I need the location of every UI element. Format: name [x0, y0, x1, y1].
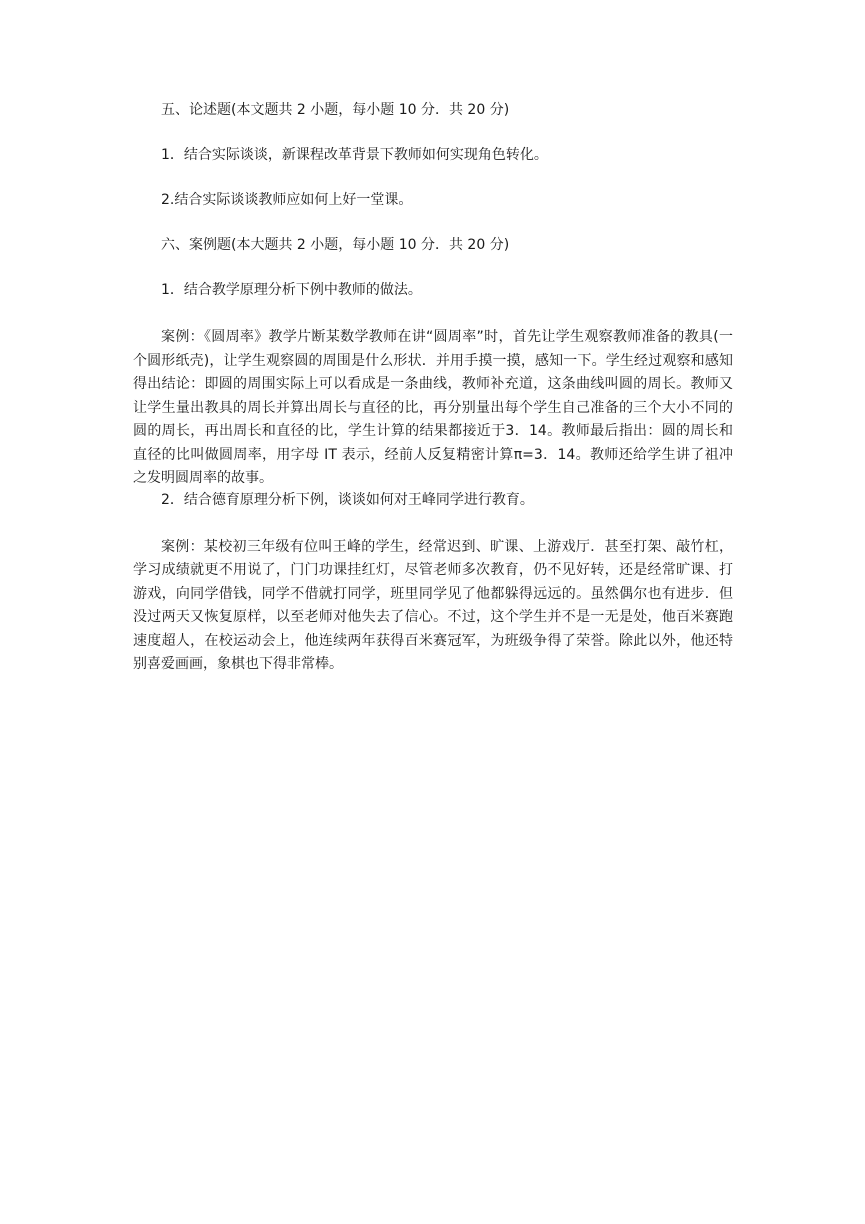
document-page	[133, 101, 733, 677]
case-study-1: 案例：《圆周率》教学片断某数学教师在讲“圆周率”时，首先让学生观察教师准备的教具(一个圆形纸壳)，让学生观察圆的周围是什么形状．并用手摸一摸，感知一下。学生经过观察和感知得出结论：即圆的周围实际上可以看成是一条曲线，教师补充道，这条曲线叫圆的周长。教师又让学生量出教具的周长并算出周长与直径的比，再分别量出每个学生自己准备的三个大小不同的圆的周长，再出周长和直径的比，学生计算的结果都接近于3．14。教师最后指出：圆的周长和直径的比叫做圆周率，用字母 IT 表示，经前人反复精密计算π=3．14。教师还给学生讲了祖冲之发明圆周率的故事。	[133, 329, 733, 486]
question-5-2: 2.结合实际谈谈教师应如何上好一堂课。	[161, 192, 413, 208]
question-6-1: 1．结合教学原理分析下例中教师的做法。	[161, 282, 422, 298]
section5-heading: 五、论述题(本文题共 2 小题，每小题 10 分．共 20 分)	[161, 102, 510, 118]
section6-heading: 六、案例题(本大题共 2 小题，每小题 10 分．共 20 分)	[161, 237, 510, 253]
case-study-2: 案例：某校初三年级有位叫王峰的学生，经常迟到、旷课、上游戏厅．甚至打架、敲竹杠，学习成绩就更不用说了，门门功课挂红灯，尽管老师多次教育，仍不见好转，还是经常旷课、打游戏，向同学借钱，同学不借就打同学，班里同学见了他都躲得远远的。虽然偶尔也有进步．但没过两天又恢复原样，以至老师对他失去了信心。不过，这个学生并不是一无是处，他百米赛跑速度超人，在校运动会上，他连续两年获得百米赛冠军，为班级争得了荣誉。除此以外，他还特别喜爱画画，象棋也下得非常棒。	[133, 538, 733, 672]
question-5-1: 1．结合实际谈谈，新课程改革背景下教师如何实现角色转化。	[161, 147, 548, 163]
question-6-2: 2．结合德育原理分析下例，谈谈如何对王峰同学进行教育。	[161, 491, 534, 508]
